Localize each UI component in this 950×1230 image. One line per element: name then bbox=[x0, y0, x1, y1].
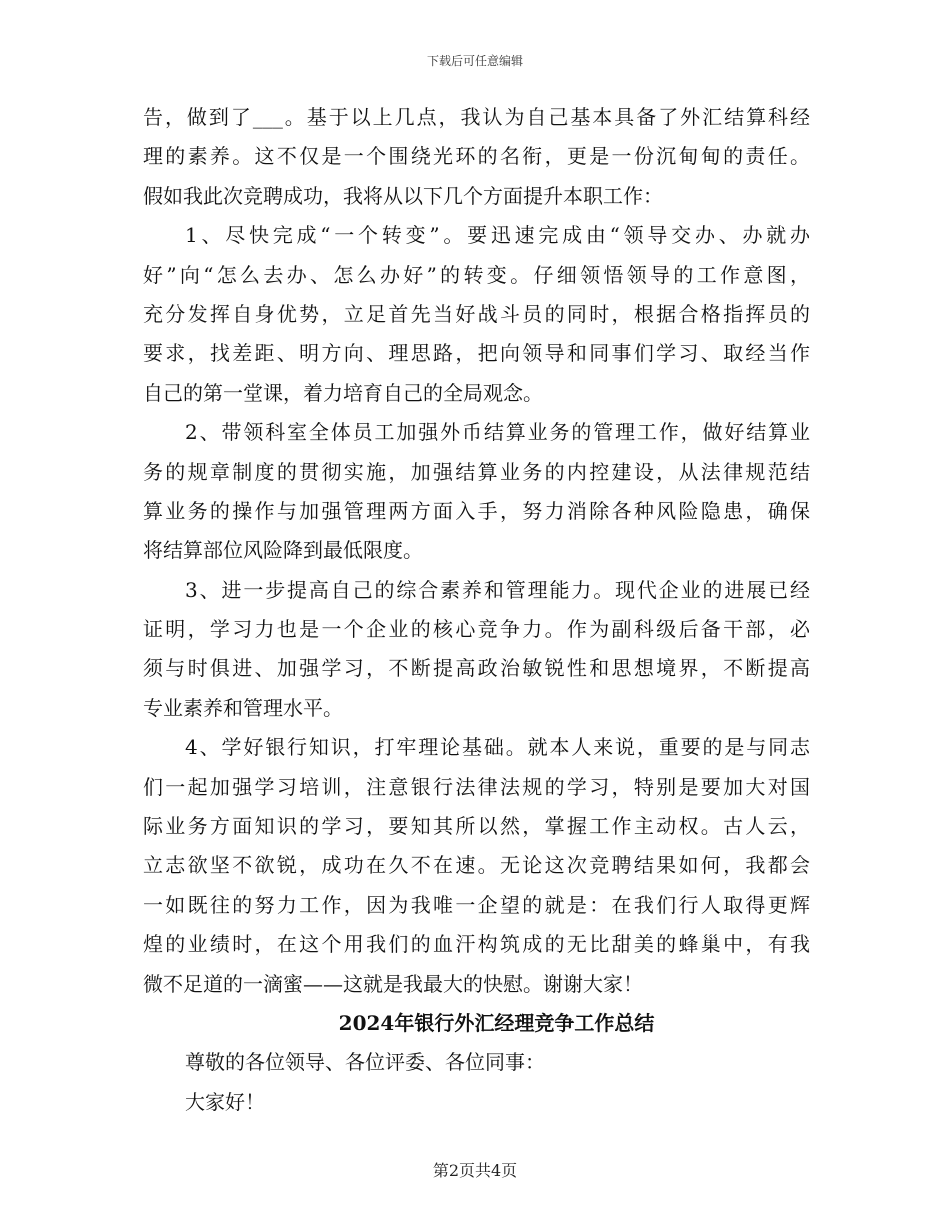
body-line: 1、尽快完成“一个转变”。要迅速完成由“领导交办、办就办 bbox=[185, 223, 810, 248]
body-line: 告，做到了___。基于以上几点，我认为自己基本具备了外汇结算科经 bbox=[143, 105, 810, 129]
section-title: 2024年银行外汇经理竞争工作总结 bbox=[338, 1010, 655, 1035]
body-line: 3、进一步提高自己的综合素养和管理能力。现代企业的进展已经 bbox=[185, 577, 810, 602]
body-line: 自己的第一堂课，着力培育自己的全局观念。 bbox=[143, 380, 543, 405]
body-line: 立志欲坚不欲锐，成功在久不在速。无论这次竞聘结果如何，我都会 bbox=[143, 853, 810, 878]
body-line: 们一起加强学习培训，注意银行法律法规的学习，特别是要加大对国 bbox=[143, 774, 810, 799]
greeting: 大家好！ bbox=[185, 1089, 265, 1114]
document-body bbox=[143, 98, 810, 1122]
body-line: 理的素养。这不仅是一个围绕光环的名衔，更是一份沉甸甸的责任。 bbox=[143, 144, 810, 169]
body-line: 2、带领科室全体员工加强外币结算业务的管理工作，做好结算业 bbox=[185, 420, 810, 445]
body-line: 4、学好银行知识，打牢理论基础。就本人来说，重要的是与同志 bbox=[185, 735, 810, 760]
body-line: 煌的业绩时，在这个用我们的血汗构筑成的无比甜美的蜂巢中，有我 bbox=[143, 932, 810, 957]
body-line: 专业素养和管理水平。 bbox=[143, 695, 343, 720]
body-line: 要求，找差距、明方向、理思路，把向领导和同事们学习、取经当作 bbox=[143, 341, 810, 366]
body-line: 假如我此次竞聘成功，我将从以下几个方面提升本职工作： bbox=[143, 183, 663, 208]
salutation: 尊敬的各位领导、各位评委、各位同事： bbox=[185, 1050, 545, 1075]
body-line: 一如既往的努力工作，因为我唯一企望的就是：在我们行人取得更辉 bbox=[143, 892, 810, 917]
body-line: 将结算部位风险降到最低限度。 bbox=[143, 538, 423, 563]
body-line: 充分发挥自身优势，立足首先当好战斗员的同时，根据合格指挥员的 bbox=[143, 301, 810, 326]
body-line: 好”向“怎么去办、怎么办好”的转变。仔细领悟领导的工作意图， bbox=[143, 262, 810, 287]
body-line: 际业务方面知识的学习，要知其所以然，掌握工作主动权。古人云， bbox=[143, 814, 810, 839]
page-number: 第2页共4页 bbox=[432, 1161, 518, 1180]
page-header: 下载后可任意编辑 bbox=[426, 54, 523, 68]
body-line: 算业务的操作与加强管理两方面入手，努力消除各种风险隐患，确保 bbox=[143, 498, 810, 523]
body-line: 须与时俱进、加强学习，不断提高政治敏锐性和思想境界，不断提高 bbox=[143, 656, 810, 681]
body-line: 务的规章制度的贯彻实施，加强结算业务的内控建设，从法律规范结 bbox=[143, 459, 810, 484]
body-line: 微不足道的一滴蜜——这就是我最大的快慰。谢谢大家！ bbox=[143, 971, 643, 996]
body-line: 证明，学习力也是一个企业的核心竞争力。作为副科级后备干部，必 bbox=[143, 617, 810, 642]
